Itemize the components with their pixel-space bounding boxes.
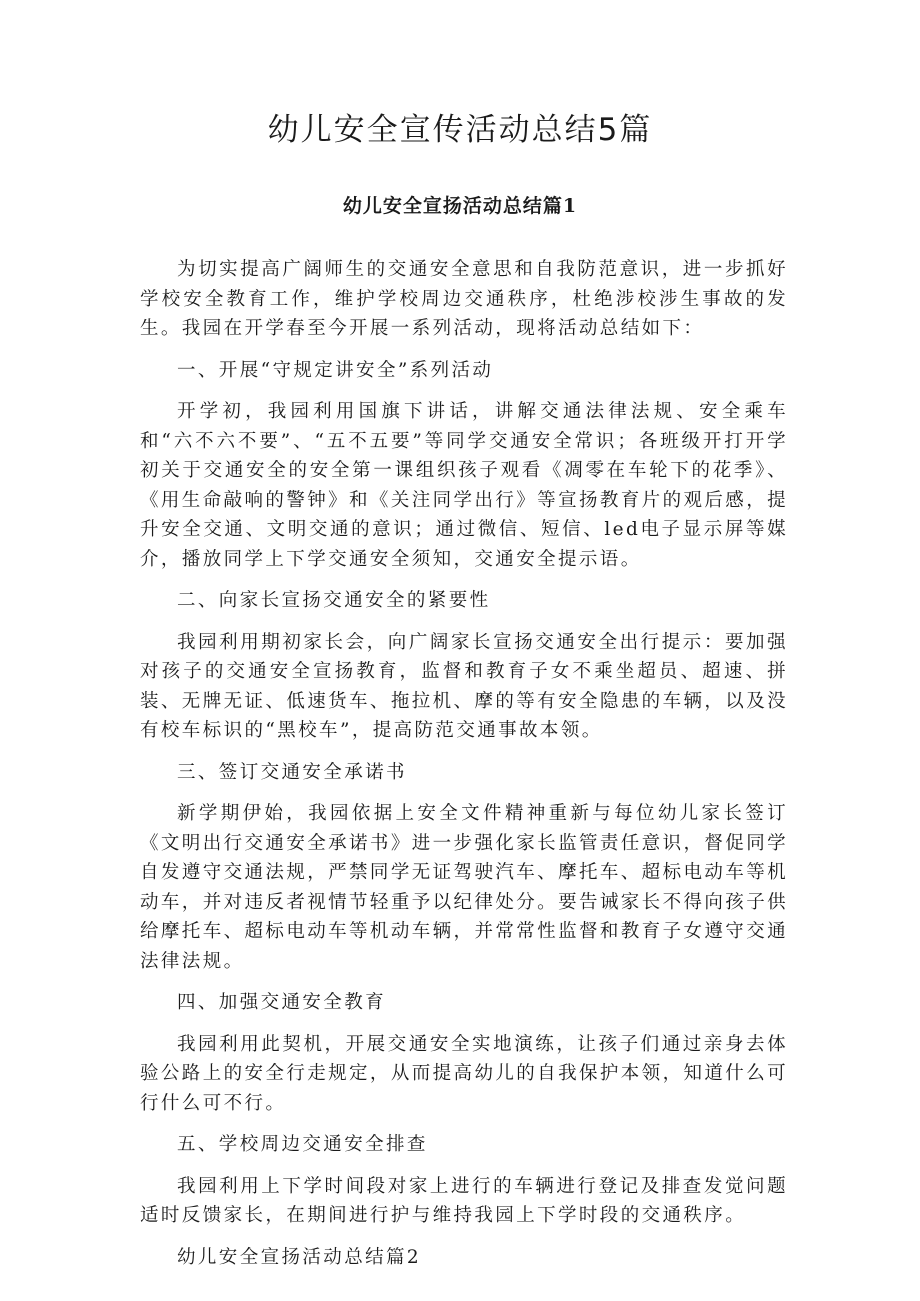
section-2-heading: 二、向家长宣扬交通安全的紧要性 xyxy=(177,590,491,611)
part-title-2: 幼儿安全宣扬活动总结篇2 xyxy=(177,1246,422,1268)
section-2-text: 我园利用期初家长会，向广阔家长宣扬交通安全出行提示：要加强对孩子的交通安全宣扬教育，监督和教育子女不乘坐超员、超速、拼装、无牌无证、低速货车、拖拉机、摩的等有安全隐患的车辆，以及没有校车标识的“黑校车”，提高防范交通事故本领。 xyxy=(140,631,788,741)
part-title-1: 幼儿安全宣扬活动总结篇1 xyxy=(342,195,578,217)
section-5-text: 我园利用上下学时间段对家上进行的车辆进行登记及排查发觉问题适时反馈家长，在期间进行护与维持我园上下学时段的交通秩序。 xyxy=(140,1175,788,1226)
section-1-text: 开学初，我园利用国旗下讲话，讲解交通法律法规、安全乘车和“六不六不要”、“五不五要”等同学交通安全常识；各班级开打开学初关于交通安全的安全第一课组织孩子观看《凋零在车轮下的花季》、《用生命敲响的警钟》和《关注同学出行》等宣扬教育片的观后感，提升安全交通、文明交通的意识；通过微信、短信、led电子显示屏等媒介，播放同学上下学交通安全须知，交通安全提示语。 xyxy=(140,401,788,570)
section-3-heading: 三、签订交通安全承诺书 xyxy=(177,761,407,783)
section-5-heading: 五、学校周边交通安全排查 xyxy=(177,1134,428,1155)
section-1-heading: 一、开展“守规定讲安全”系列活动 xyxy=(177,359,494,381)
section-4-heading: 四、加强交通安全教育 xyxy=(177,992,387,1013)
document-title: 幼儿安全宣传活动总结5篇 xyxy=(267,112,653,148)
document-body xyxy=(140,255,788,1272)
section-3-text: 新学期伊始，我园依据上安全文件精神重新与每位幼儿家长签订《文明出行交通安全承诺书》进一步强化家长监管责任意识，督促同学自发遵守交通法规，严禁同学无证驾驶汽车、摩托车、超标电动车等机动车，并对违反者视情节轻重予以纪律处分。要告诫家长不得向孩子供给摩托车、超标电动车等机动车辆，并常常性监督和教育子女遵守交通法律法规。 xyxy=(140,803,788,972)
section-4-text: 我园利用此契机，开展交通安全实地演练，让孩子们通过亲身去体验公路上的安全行走规定，从而提高幼儿的自我保护本领，知道什么可行什么可不行。 xyxy=(140,1033,788,1114)
intro-paragraph: 为切实提高广阔师生的交通安全意思和自我防范意识，进一步抓好学校安全教育工作，维护学校周边交通秩序，杜绝涉校涉生事故的发生。我园在开学春至今开展一系列活动，现将活动总结如下： xyxy=(140,259,788,339)
